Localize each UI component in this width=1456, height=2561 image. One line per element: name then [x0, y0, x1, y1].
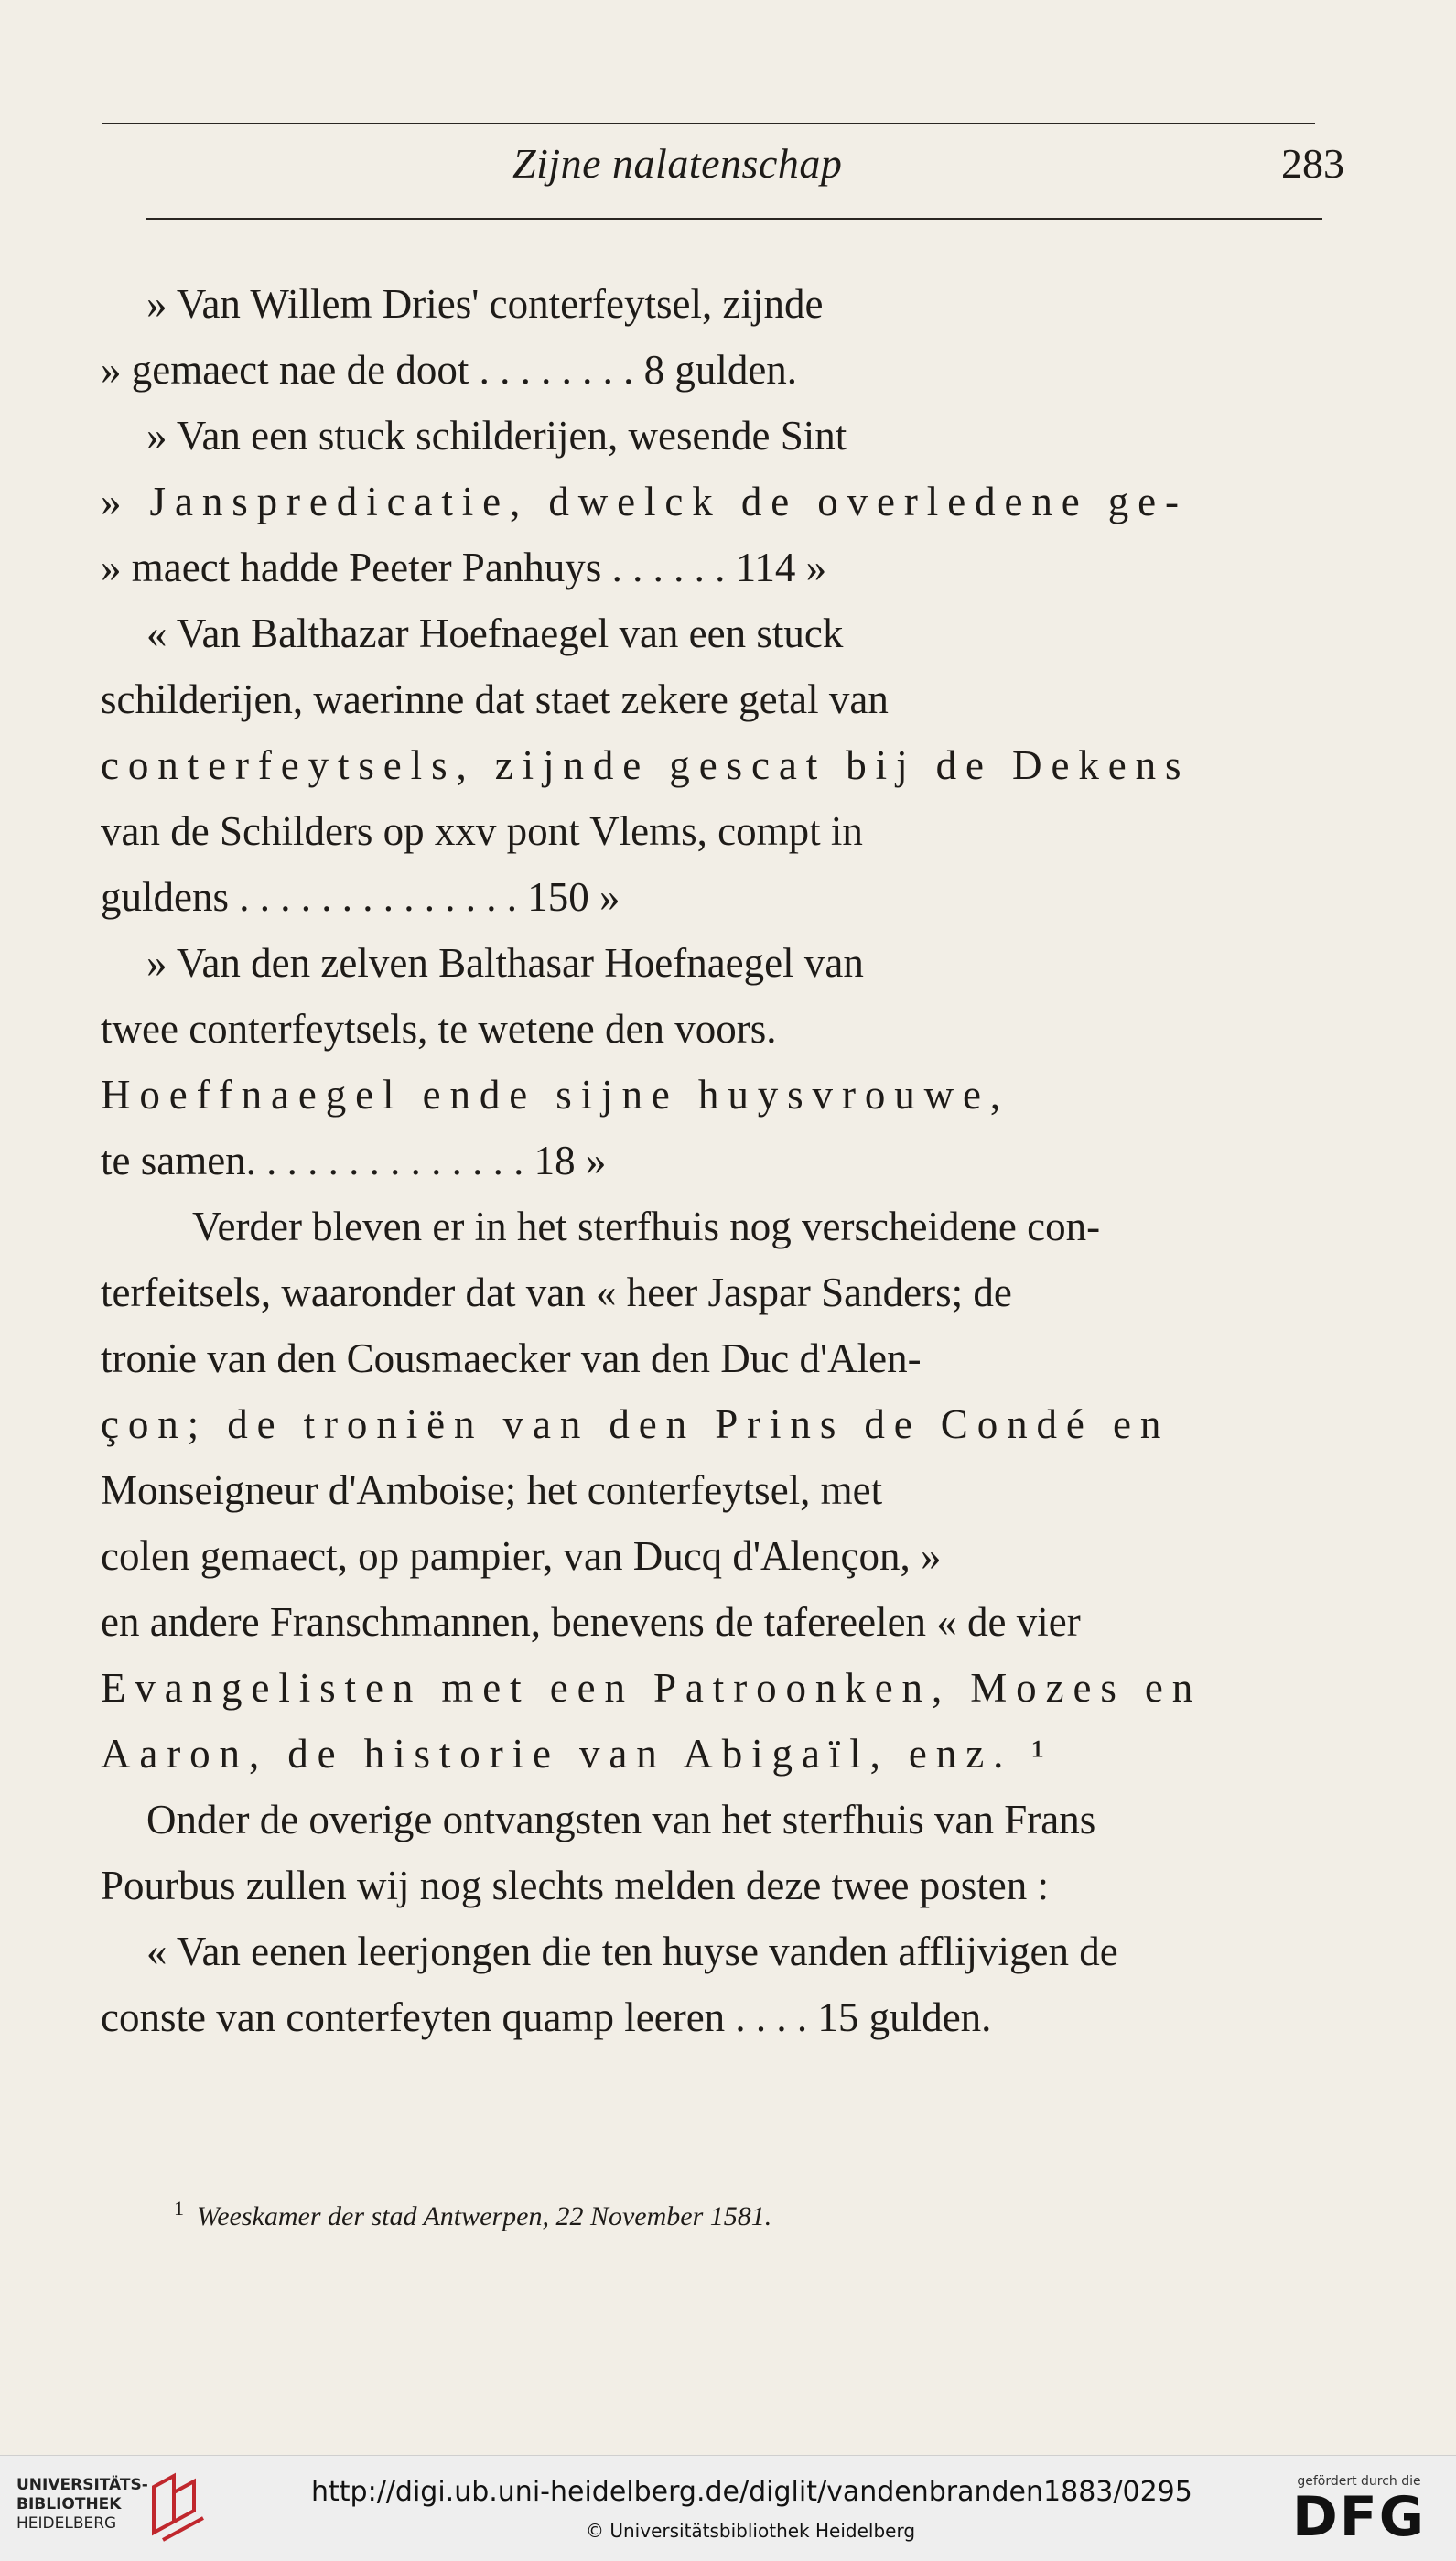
body-line: « Van eenen leerjongen die ten huyse vanden afflijvigen de — [146, 1929, 1118, 1974]
dfg-logo-icon: DFG — [1291, 2485, 1427, 2549]
body-line: schilderijen, waerinne dat staet zekere getal van — [101, 676, 889, 722]
header-rule-bottom — [146, 218, 1322, 220]
body-line: » maect hadde Peeter Panhuys . . . . . . 114 » — [101, 545, 827, 590]
footnote — [174, 2197, 771, 2232]
body-line: » Janspredicatie, dwelck de overledene ge- — [101, 479, 1188, 524]
body-line: guldens . . . . . . . . . . . . . . 150 » — [101, 874, 620, 920]
body-line: » Van den zelven Balthasar Hoefnaegel van — [146, 940, 864, 986]
library-name-line: HEIDELBERG — [16, 2514, 117, 2533]
body-line: » gemaect nae de doot . . . . . . . . 8 gulden. — [101, 347, 798, 393]
body-line: conterfeytsels, zijnde gescat bij de Dekens — [101, 742, 1191, 788]
library-name-line: UNIVERSITÄTS- — [16, 2476, 148, 2494]
library-logo-icon — [146, 2469, 210, 2544]
body-line: » Van een stuck schilderijen, wesende Sint — [146, 413, 847, 459]
body-line: tronie van den Cousmaecker van den Duc d'Alen- — [101, 1335, 922, 1381]
body-line: Hoeffnaegel ende sijne huysvrouwe, — [101, 1072, 1010, 1118]
body-line: en andere Franschmannen, benevens de tafereelen « de vier — [101, 1599, 1081, 1645]
funder-block — [1281, 2474, 1437, 2549]
body-line: terfeitsels, waaronder dat van « heer Jaspar Sanders; de — [101, 1270, 1012, 1315]
body-line: » Van Willem Dries' conterfeytsel, zijnde — [146, 281, 824, 327]
body-line: çon; de troniën van den Prins de Condé en — [101, 1401, 1170, 1447]
body-line: Aaron, de historie van Abigaïl, enz. ¹ — [101, 1731, 1053, 1777]
body-line: te samen. . . . . . . . . . . . . . 18 » — [101, 1138, 607, 1183]
body-line: Verder bleven er in het sterfhuis nog verscheidene con- — [192, 1204, 1101, 1249]
footer-bar — [0, 2455, 1456, 2561]
body-line: Evangelisten met een Patroonken, Mozes en — [101, 1665, 1203, 1711]
body-line: Pourbus zullen wij nog slechts melden deze twee posten : — [101, 1863, 1050, 1908]
body-line: « Van Balthazar Hoefnaegel van een stuck — [146, 611, 844, 656]
permalink-url[interactable]: http://digi.ub.uni-heidelberg.de/diglit/vandenbranden1883/0295 — [311, 2476, 1192, 2508]
library-name — [16, 2476, 148, 2534]
footnote-mark: 1 — [174, 2197, 184, 2220]
funder-note: gefördert durch die — [1297, 2474, 1421, 2489]
body-line: colen gemaect, op pampier, van Ducq d'Alençon, » — [101, 1533, 942, 1579]
library-name-line: BIBLIOTHEK — [16, 2495, 122, 2513]
footnote-text: Weeskamer der stad Antwerpen, 22 November 1581. — [197, 2201, 772, 2231]
body-line: conste van conterfeyten quamp leeren . . . . 15 gulden. — [101, 1994, 992, 2040]
body-line: twee conterfeytsels, te wetene den voors. — [101, 1006, 777, 1052]
body-line: van de Schilders op xxv pont Vlems, compt in — [101, 808, 863, 854]
copyright-text: © Universitätsbibliothek Heidelberg — [586, 2520, 916, 2542]
header-rule-top — [102, 123, 1315, 124]
page-number: 283 — [1281, 140, 1344, 187]
body-line: Monseigneur d'Amboise; het conterfeytsel, met — [101, 1467, 883, 1513]
body-line: Onder de overige ontvangsten van het sterfhuis van Frans — [146, 1797, 1096, 1842]
running-header-title: Zijne nalatenschap — [512, 140, 843, 187]
